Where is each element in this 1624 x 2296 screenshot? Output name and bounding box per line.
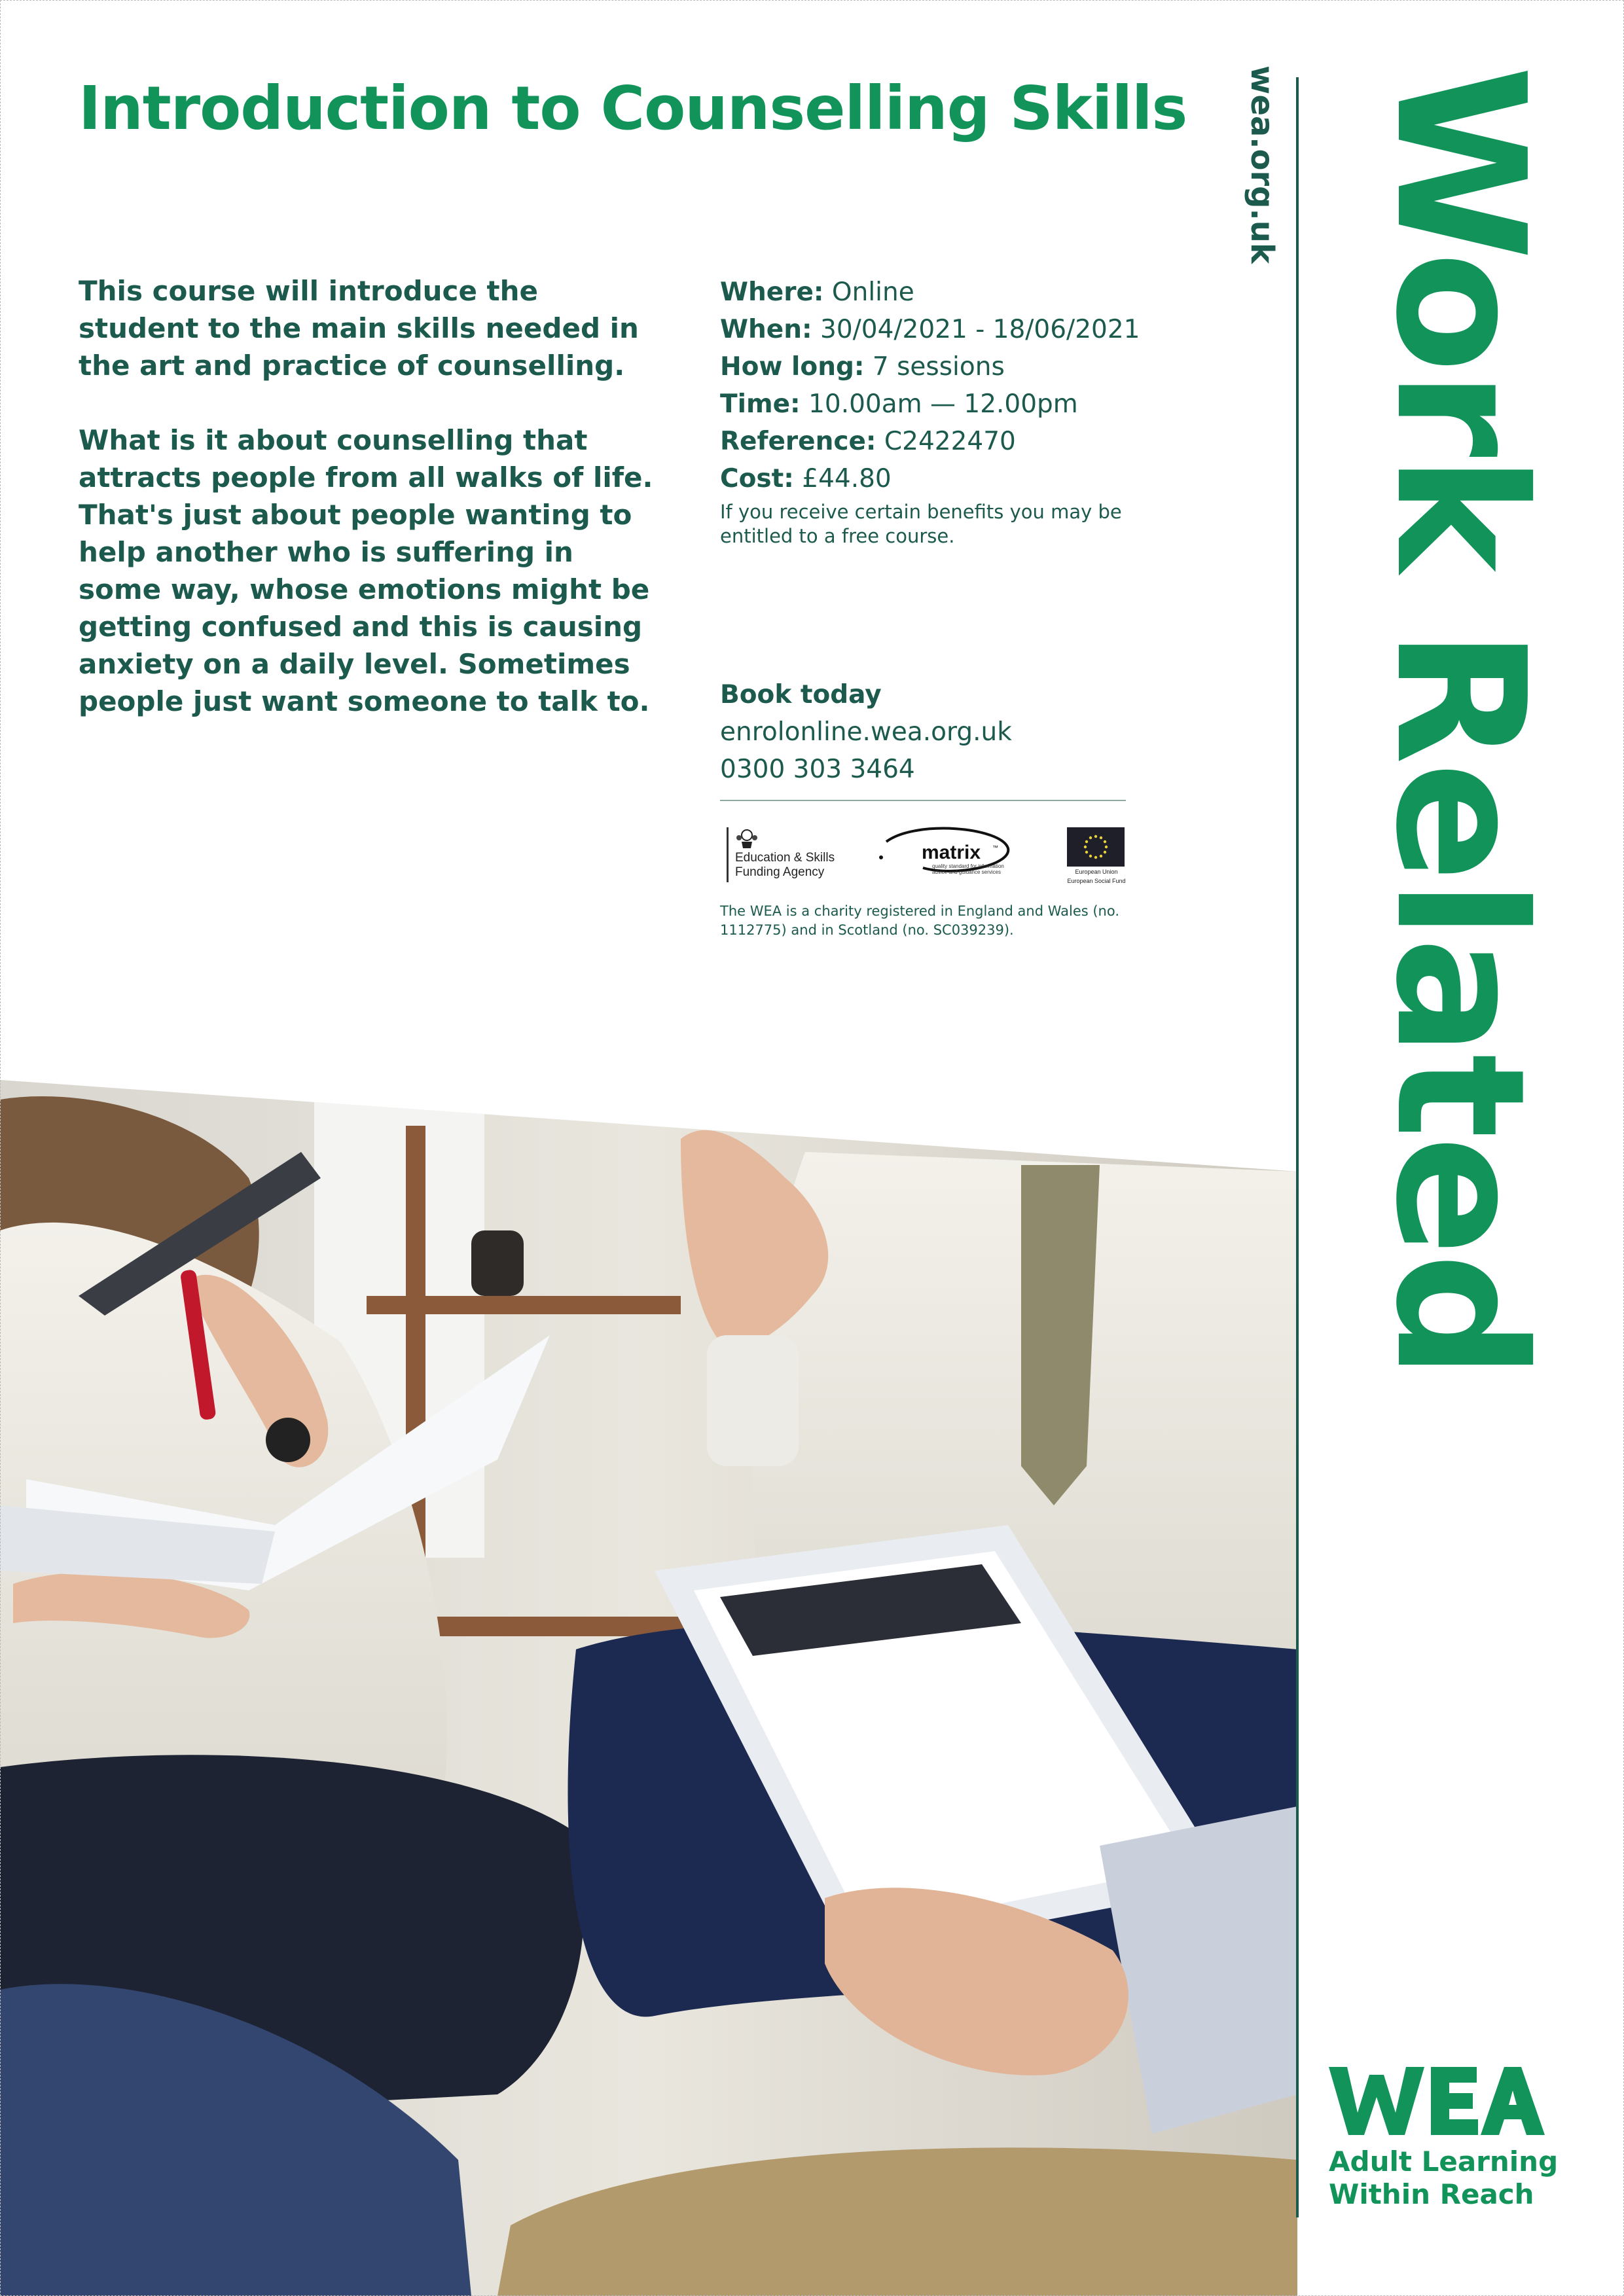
time-label: Time: xyxy=(720,389,801,419)
detail-cost xyxy=(720,460,1126,497)
intro-paragraph-2: What is it about counselling that attracts people from all walks of life. That's just about people wanting to help another who is suffering in some way, whose emotions might be getting confused and this is causing anxiety on a daily level. Sometimes people just want someone to talk to. xyxy=(79,424,653,717)
booking-info xyxy=(720,676,1126,788)
cost-value: £44.80 xyxy=(802,464,892,493)
charity-note: The WEA is a charity registered in England and Wales (no. 1112775) and in Scotland (no. SC039239). xyxy=(720,903,1120,938)
category-text: Work Related xyxy=(1357,65,1563,1377)
esfa-line-2: Funding Agency xyxy=(735,865,825,879)
detail-when xyxy=(720,311,1140,348)
detail-time xyxy=(720,386,1126,423)
course-description xyxy=(79,272,655,757)
when-value: 30/04/2021 - 18/06/2021 xyxy=(820,315,1140,344)
cost-label: Cost: xyxy=(720,464,794,493)
side-url xyxy=(1223,65,1301,301)
matrix-caption-2: advice and guidance services xyxy=(932,869,1001,875)
wea-logo-icon xyxy=(1329,2062,1545,2140)
when-label: When: xyxy=(720,315,812,344)
book-today-heading: Book today xyxy=(720,680,882,709)
matrix-caption-1: quality standard for information xyxy=(932,863,1004,869)
how-long-value: 7 sessions xyxy=(872,352,1005,382)
course-details xyxy=(720,274,1140,548)
eu-caption-1: European Union xyxy=(1075,869,1118,875)
tagline-line-1: Adult Learning xyxy=(1329,2145,1559,2178)
eu-caption-2: European Social Fund xyxy=(1067,878,1126,884)
matrix-tm: ™ xyxy=(992,844,998,851)
royal-crest-icon xyxy=(735,827,759,850)
tagline-line-2: Within Reach xyxy=(1329,2178,1534,2210)
enrol-website-link[interactable]: enrolonline.wea.org.uk xyxy=(720,717,1012,747)
intro-paragraph-1: This course will introduce the student to the main skills needed in the art and practice of counselling. xyxy=(79,275,639,382)
reference-value: C2422470 xyxy=(884,427,1016,456)
phone-number[interactable]: 0300 303 3464 xyxy=(720,755,915,784)
side-url-text[interactable]: wea.org.uk xyxy=(1244,65,1280,264)
detail-reference xyxy=(720,423,1126,460)
where-label: Where: xyxy=(720,278,824,307)
esfa-line-1: Education & Skills xyxy=(735,851,835,865)
esfa-logo xyxy=(727,827,835,882)
benefits-note: If you receive certain benefits you may be entitled to a free course. xyxy=(720,501,1122,547)
detail-where xyxy=(720,274,1126,311)
partner-logos xyxy=(720,818,1126,890)
matrix-logo xyxy=(877,822,1015,885)
eu-flag-icon xyxy=(1067,827,1125,867)
matrix-wordmark: matrix xyxy=(922,842,981,863)
detail-how-long xyxy=(720,348,1126,386)
how-long-label: How long: xyxy=(720,352,865,382)
time-value: 10.00am — 12.00pm xyxy=(808,389,1078,419)
where-value: Online xyxy=(831,278,914,307)
vertical-divider xyxy=(1296,77,1299,2217)
category-banner xyxy=(1357,65,1563,1377)
wea-brand xyxy=(1329,2062,1564,2219)
divider xyxy=(720,800,1126,801)
reference-label: Reference: xyxy=(720,427,876,456)
eu-esf-logo xyxy=(1067,827,1126,885)
course-title: Introduction to Counselling Skills xyxy=(79,73,1187,143)
